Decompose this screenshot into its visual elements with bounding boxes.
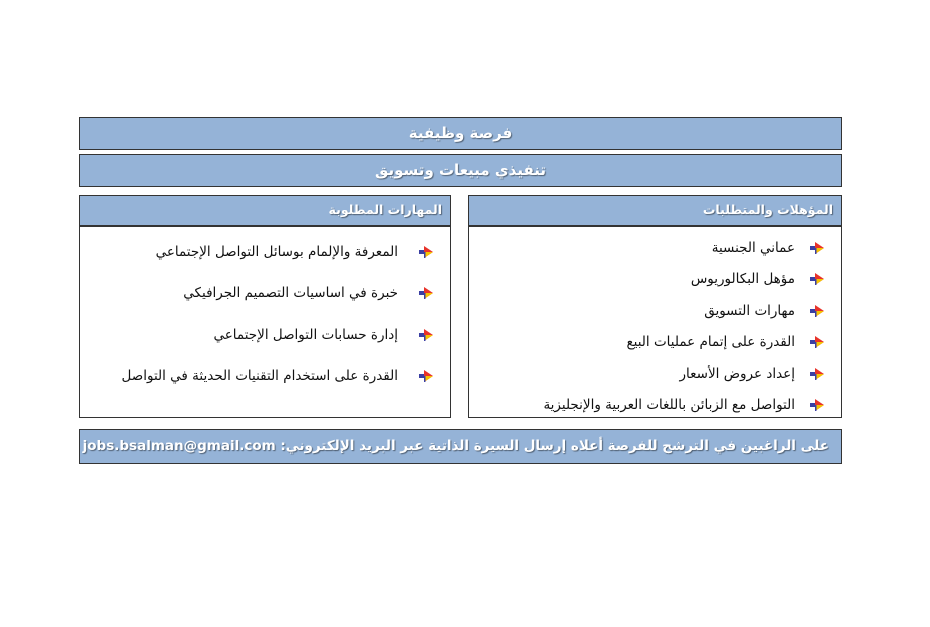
qualifications-list	[469, 227, 841, 421]
list-item-label: خبرة في اساسيات التصميم الجرافيكي	[183, 285, 398, 302]
list-item	[80, 273, 450, 315]
list-item	[469, 358, 841, 390]
list-item-label: المعرفة والإلمام بوسائل التواصل الإجتماعي	[155, 243, 398, 260]
qualifications-heading: المؤهلات والمتطلبات	[469, 196, 841, 227]
qualifications-panel	[468, 195, 842, 418]
list-item	[469, 232, 841, 264]
page-title: فرصة وظيفية	[79, 117, 842, 150]
skills-panel	[79, 195, 451, 418]
list-item	[469, 390, 841, 422]
arrow-bullet-icon	[418, 368, 434, 384]
list-item	[80, 356, 450, 398]
arrow-bullet-icon	[418, 327, 434, 343]
list-item	[469, 327, 841, 359]
list-item-label: القدرة على استخدام التقنيات الحديثة في التواصل	[121, 368, 398, 385]
list-item	[80, 231, 450, 273]
arrow-bullet-icon	[418, 285, 434, 301]
list-item-label: عماني الجنسية	[711, 239, 795, 256]
list-item	[80, 314, 450, 356]
arrow-bullet-icon	[809, 240, 825, 256]
skills-list	[80, 227, 450, 397]
list-item	[469, 264, 841, 296]
list-item	[469, 295, 841, 327]
arrow-bullet-icon	[809, 334, 825, 350]
arrow-bullet-icon	[809, 397, 825, 413]
arrow-bullet-icon	[809, 366, 825, 382]
skills-heading: المهارات المطلوبة	[80, 196, 450, 227]
job-title: تنفيذي مبيعات وتسويق	[79, 154, 842, 187]
arrow-bullet-icon	[809, 271, 825, 287]
list-item-label: التواصل مع الزبائن باللغات العربية والإنجليزية	[543, 397, 795, 414]
contact-text: على الراغبين في الترشح للفرصة أعلاه إرسال السيرة الذاتية عبر البريد الإلكتروني:	[280, 438, 829, 454]
list-item-label: القدرة على إتمام عمليات البيع	[626, 334, 795, 351]
list-item-label: مهارات التسويق	[704, 302, 795, 319]
contact-email-link[interactable]: jobs.bsalman@gmail.com	[82, 438, 276, 454]
contact-bar	[79, 429, 842, 464]
arrow-bullet-icon	[809, 303, 825, 319]
arrow-bullet-icon	[418, 244, 434, 260]
list-item-label: إدارة حسابات التواصل الإجتماعي	[213, 326, 398, 343]
list-item-label: إعداد عروض الأسعار	[679, 365, 795, 382]
list-item-label: مؤهل البكالوريوس	[690, 271, 795, 288]
